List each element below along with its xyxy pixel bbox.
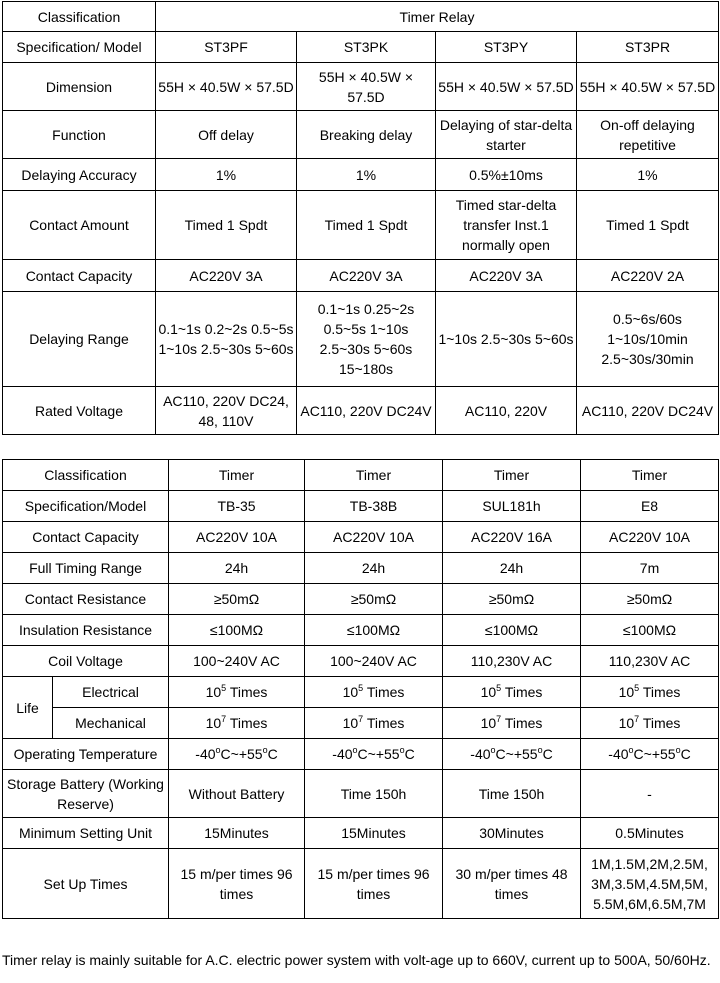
table-row xyxy=(3,553,719,584)
table-cell: ≥50mΩ xyxy=(305,584,443,615)
life-base: 10 xyxy=(342,684,359,700)
row-label-cell: Contact Capacity xyxy=(3,260,156,292)
table-cell: 110,230V AC xyxy=(581,646,719,677)
life-exponent: 5 xyxy=(496,683,502,693)
table-cell: AC110, 220V DC24, 48, 110V xyxy=(156,387,297,435)
row-label-cell: Delaying Range xyxy=(3,292,156,387)
table-cell: 0.1~1s 0.2~2s 0.5~5s 1~10s 2.5~30s 5~60s xyxy=(156,292,297,387)
table-cell xyxy=(443,739,581,770)
life-unit: Times xyxy=(501,715,543,731)
table-cell: Timed star-delta transfer Inst.1 normally open xyxy=(436,191,577,260)
table-cell: AC220V 10A xyxy=(305,522,443,553)
life-exponent: 7 xyxy=(634,714,640,724)
row-label-cell: Operating Temperature xyxy=(3,739,169,770)
table-cell: 1~10s 2.5~30s 5~60s xyxy=(436,292,577,387)
table-cell xyxy=(169,677,305,708)
row-label-cell: Contact Resistance xyxy=(3,584,169,615)
table-cell: AC220V 3A xyxy=(156,260,297,292)
table-cell: ≥50mΩ xyxy=(169,584,305,615)
table-row xyxy=(3,260,719,292)
timer-spec-table xyxy=(2,459,719,919)
table-cell: 30Minutes xyxy=(443,818,581,849)
row-label-cell: Coil Voltage xyxy=(3,646,169,677)
table-cell: ≤100MΩ xyxy=(443,615,581,646)
table-cell: AC220V 16A xyxy=(443,522,581,553)
table-row xyxy=(3,159,719,191)
table-row xyxy=(3,677,719,708)
table-cell: Time 150h xyxy=(443,770,581,818)
table-row xyxy=(3,63,719,111)
table-cell xyxy=(169,739,305,770)
temp-min: -40 xyxy=(608,746,629,762)
header-cell: Timer xyxy=(169,460,305,491)
row-label-cell: Mechanical xyxy=(53,708,169,739)
table-cell xyxy=(581,708,719,739)
table-cell: AC220V 3A xyxy=(297,260,436,292)
life-base: 10 xyxy=(205,684,222,700)
temp-max: C~+55 xyxy=(357,746,400,762)
table-row xyxy=(3,739,719,770)
table-cell: 55H × 40.5W × 57.5D xyxy=(577,63,719,111)
header-label-cell: Classification xyxy=(3,460,169,491)
life-label-cell: Life xyxy=(3,677,53,739)
table-cell: SUL181h xyxy=(443,491,581,522)
table-cell: 15Minutes xyxy=(169,818,305,849)
row-label-cell: Contact Capacity xyxy=(3,522,169,553)
row-label-cell: Electrical xyxy=(53,677,169,708)
degree-mark: o xyxy=(352,745,358,755)
table-cell: 7m xyxy=(581,553,719,584)
header-cell: Timer xyxy=(443,460,581,491)
table-cell: 100~240V AC xyxy=(305,646,443,677)
table-cell xyxy=(305,677,443,708)
life-base: 10 xyxy=(618,715,635,731)
temp-max: C~+55 xyxy=(495,746,538,762)
life-unit: Times xyxy=(226,715,268,731)
table-cell: ST3PR xyxy=(577,32,719,63)
table-cell: 1% xyxy=(156,159,297,191)
table-cell: ≤100MΩ xyxy=(581,615,719,646)
table-cell: Timed 1 Spdt xyxy=(297,191,436,260)
life-base: 10 xyxy=(342,715,359,731)
table-cell: ≤100MΩ xyxy=(169,615,305,646)
table-cell xyxy=(305,739,443,770)
table-cell: 55H × 40.5W × 57.5D xyxy=(297,63,436,111)
table-row xyxy=(3,522,719,553)
row-label-cell: Contact Amount xyxy=(3,191,156,260)
degree-mark: o xyxy=(490,745,496,755)
table-cell xyxy=(443,708,581,739)
temp-min: -40 xyxy=(332,746,353,762)
degree-mark: o xyxy=(215,745,221,755)
table-row xyxy=(3,584,719,615)
temp-unit: C xyxy=(680,746,691,762)
table-cell: E8 xyxy=(581,491,719,522)
table-row xyxy=(3,708,719,739)
table-cell: 0.1~1s 0.25~2s 0.5~5s 1~10s 2.5~30s 5~60s 15~180s xyxy=(297,292,436,387)
table-cell: 24h xyxy=(169,553,305,584)
table-cell: TB-35 xyxy=(169,491,305,522)
table-cell: 0.5%±10ms xyxy=(436,159,577,191)
life-unit: Times xyxy=(639,715,681,731)
table-row xyxy=(3,849,719,919)
table-cell: 0.5Minutes xyxy=(581,818,719,849)
table-cell xyxy=(581,677,719,708)
table-row xyxy=(3,387,719,435)
degree-mark: o xyxy=(537,745,543,755)
table-cell: 55H × 40.5W × 57.5D xyxy=(436,63,577,111)
table-cell xyxy=(305,708,443,739)
table-cell: 15 m/per times 96 times xyxy=(169,849,305,919)
row-label-cell: Specification/ Model xyxy=(3,32,156,63)
table-cell: AC110, 220V xyxy=(436,387,577,435)
temp-max: C~+55 xyxy=(633,746,676,762)
row-label-cell: Set Up Times xyxy=(3,849,169,919)
row-label-cell: Storage Battery (Working Reserve) xyxy=(3,770,169,818)
table-cell: 1M,1.5M,2M,2.5M, 3M,3.5M,4.5M,5M, 5.5M,6M,6.5M,7M xyxy=(581,849,719,919)
row-label-cell: Delaying Accuracy xyxy=(3,159,156,191)
table-row xyxy=(3,111,719,159)
life-base: 10 xyxy=(480,715,497,731)
table-cell: - xyxy=(581,770,719,818)
footnote: Timer relay is mainly suitable for A.C. electric power system with volt-age up to 660V, current up to 500A, 50/60Hz. xyxy=(2,952,711,968)
table-row xyxy=(3,460,719,491)
table-cell: 15 m/per times 96 times xyxy=(305,849,443,919)
row-label-cell: Full Timing Range xyxy=(3,553,169,584)
row-label-cell: Rated Voltage xyxy=(3,387,156,435)
table-cell: AC220V 2A xyxy=(577,260,719,292)
life-exponent: 5 xyxy=(221,683,227,693)
life-unit: Times xyxy=(639,684,681,700)
life-exponent: 7 xyxy=(221,714,227,724)
table-cell: ST3PK xyxy=(297,32,436,63)
life-exponent: 5 xyxy=(634,683,640,693)
table-cell: ST3PF xyxy=(156,32,297,63)
table-cell: 0.5~6s/60s 1~10s/10min 2.5~30s/30min xyxy=(577,292,719,387)
life-unit: Times xyxy=(363,715,405,731)
table-cell: Delaying of star-delta starter xyxy=(436,111,577,159)
table-row xyxy=(3,491,719,522)
table-cell: AC220V 10A xyxy=(581,522,719,553)
header-label-cell: Classification xyxy=(3,2,156,32)
life-unit: Times xyxy=(363,684,405,700)
degree-mark: o xyxy=(628,745,634,755)
life-unit: Times xyxy=(501,684,543,700)
degree-mark: o xyxy=(262,745,268,755)
table-row xyxy=(3,818,719,849)
table-cell: Timed 1 Spdt xyxy=(577,191,719,260)
table-cell xyxy=(443,677,581,708)
table-cell: 1% xyxy=(577,159,719,191)
table-row xyxy=(3,770,719,818)
life-base: 10 xyxy=(480,684,497,700)
table-cell: 1% xyxy=(297,159,436,191)
table-cell: On-off delaying repetitive xyxy=(577,111,719,159)
table-cell: 24h xyxy=(305,553,443,584)
row-label-cell: Minimum Setting Unit xyxy=(3,818,169,849)
table-cell: TB-38B xyxy=(305,491,443,522)
row-label-cell: Specification/Model xyxy=(3,491,169,522)
life-base: 10 xyxy=(618,684,635,700)
table-row xyxy=(3,292,719,387)
life-exponent: 7 xyxy=(496,714,502,724)
degree-mark: o xyxy=(399,745,405,755)
row-label-cell: Function xyxy=(3,111,156,159)
table-cell xyxy=(581,739,719,770)
table-cell: 55H × 40.5W × 57.5D xyxy=(156,63,297,111)
row-label-cell: Dimension xyxy=(3,63,156,111)
table-cell: 15Minutes xyxy=(305,818,443,849)
degree-mark: o xyxy=(675,745,681,755)
table-row xyxy=(3,191,719,260)
temp-unit: C xyxy=(404,746,415,762)
table-cell: ≥50mΩ xyxy=(443,584,581,615)
row-label-cell: Insulation Resistance xyxy=(3,615,169,646)
table-cell: AC220V 3A xyxy=(436,260,577,292)
table-cell: AC110, 220V DC24V xyxy=(577,387,719,435)
temp-min: -40 xyxy=(470,746,491,762)
header-cell: Timer xyxy=(305,460,443,491)
table-cell: Timed 1 Spdt xyxy=(156,191,297,260)
temp-min: -40 xyxy=(195,746,216,762)
life-base: 10 xyxy=(205,715,222,731)
temp-unit: C xyxy=(542,746,553,762)
table-cell: ≥50mΩ xyxy=(581,584,719,615)
table-cell: 100~240V AC xyxy=(169,646,305,677)
temp-unit: C xyxy=(267,746,278,762)
table-cell: AC110, 220V DC24V xyxy=(297,387,436,435)
table-cell: 110,230V AC xyxy=(443,646,581,677)
table-row xyxy=(3,2,719,32)
table-cell: ≤100MΩ xyxy=(305,615,443,646)
table-row xyxy=(3,615,719,646)
table-cell: 24h xyxy=(443,553,581,584)
temp-max: C~+55 xyxy=(220,746,263,762)
life-exponent: 7 xyxy=(358,714,364,724)
table-cell: Time 150h xyxy=(305,770,443,818)
table-cell: Off delay xyxy=(156,111,297,159)
table-cell: ST3PY xyxy=(436,32,577,63)
timer-relay-spec-table xyxy=(2,1,719,435)
table-cell xyxy=(169,708,305,739)
table-cell: Breaking delay xyxy=(297,111,436,159)
table-cell: AC220V 10A xyxy=(169,522,305,553)
header-title-cell: Timer Relay xyxy=(156,2,719,32)
life-exponent: 5 xyxy=(358,683,364,693)
table-row xyxy=(3,646,719,677)
table-row xyxy=(3,32,719,63)
table-cell: 30 m/per times 48 times xyxy=(443,849,581,919)
header-cell: Timer xyxy=(581,460,719,491)
table-cell: Without Battery xyxy=(169,770,305,818)
life-unit: Times xyxy=(226,684,268,700)
